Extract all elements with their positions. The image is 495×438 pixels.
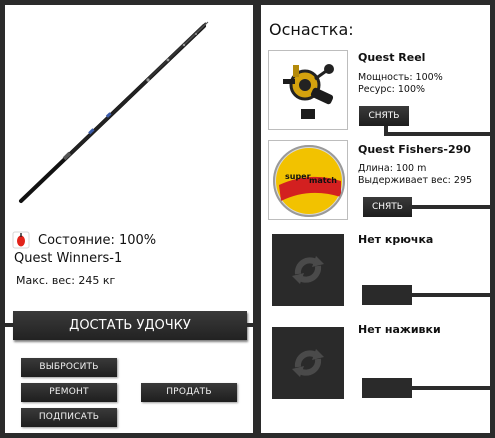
button-connector-left xyxy=(5,323,14,327)
line-spool-icon xyxy=(269,141,348,220)
throw-out-button[interactable]: ВЫБРОСИТЬ xyxy=(21,358,117,377)
bait-slot[interactable] xyxy=(272,327,344,399)
line-name: Quest Fishers-290 xyxy=(358,143,471,156)
bait-empty-label: Нет наживки xyxy=(358,323,441,336)
hook-empty-label: Нет крючка xyxy=(358,233,434,246)
reel-icon xyxy=(269,51,348,130)
bait-connector-h xyxy=(410,386,491,390)
line-holds: Выдерживает вес: 295 xyxy=(358,175,473,186)
panel-divider xyxy=(253,0,261,438)
button-connector-right xyxy=(246,323,255,327)
reel-name: Quest Reel xyxy=(358,51,426,64)
rod-status xyxy=(12,229,156,251)
hook-connector-h xyxy=(410,293,491,297)
line-connector-h xyxy=(409,205,491,209)
reel-resource: Ресурс: 100% xyxy=(358,84,426,95)
empty-slot-icon xyxy=(272,234,344,306)
rod-image xyxy=(8,8,248,222)
spool-text-super: super xyxy=(285,172,311,181)
repair-button[interactable]: РЕМОНТ xyxy=(21,383,117,402)
rod-name: Quest Winners-1 xyxy=(14,251,123,266)
spool-text-match: match xyxy=(309,176,337,185)
reel-connector-h xyxy=(384,132,490,136)
reel-slot[interactable] xyxy=(268,50,348,130)
sell-button[interactable]: ПРОДАТЬ xyxy=(141,383,237,402)
sign-button[interactable]: ПОДПИСАТЬ xyxy=(21,408,117,427)
hook-action-button[interactable] xyxy=(362,285,412,305)
rod-max-weight: Макс. вес: 245 кг xyxy=(16,274,116,287)
bait-action-button[interactable] xyxy=(362,378,412,398)
get-rod-button[interactable]: ДОСТАТЬ УДОЧКУ xyxy=(13,311,247,340)
empty-slot-icon xyxy=(272,327,344,399)
line-slot[interactable] xyxy=(268,140,348,220)
gear-title: Оснастка: xyxy=(269,20,354,39)
condition-icon xyxy=(12,231,30,249)
status-label: Состояние: 100% xyxy=(38,232,157,248)
line-length: Длина: 100 m xyxy=(358,163,427,174)
reel-power: Мощность: 100% xyxy=(358,72,443,83)
reel-remove-button[interactable]: СНЯТЬ xyxy=(359,106,409,126)
line-remove-button[interactable]: СНЯТЬ xyxy=(363,197,412,217)
hook-slot[interactable] xyxy=(272,234,344,306)
